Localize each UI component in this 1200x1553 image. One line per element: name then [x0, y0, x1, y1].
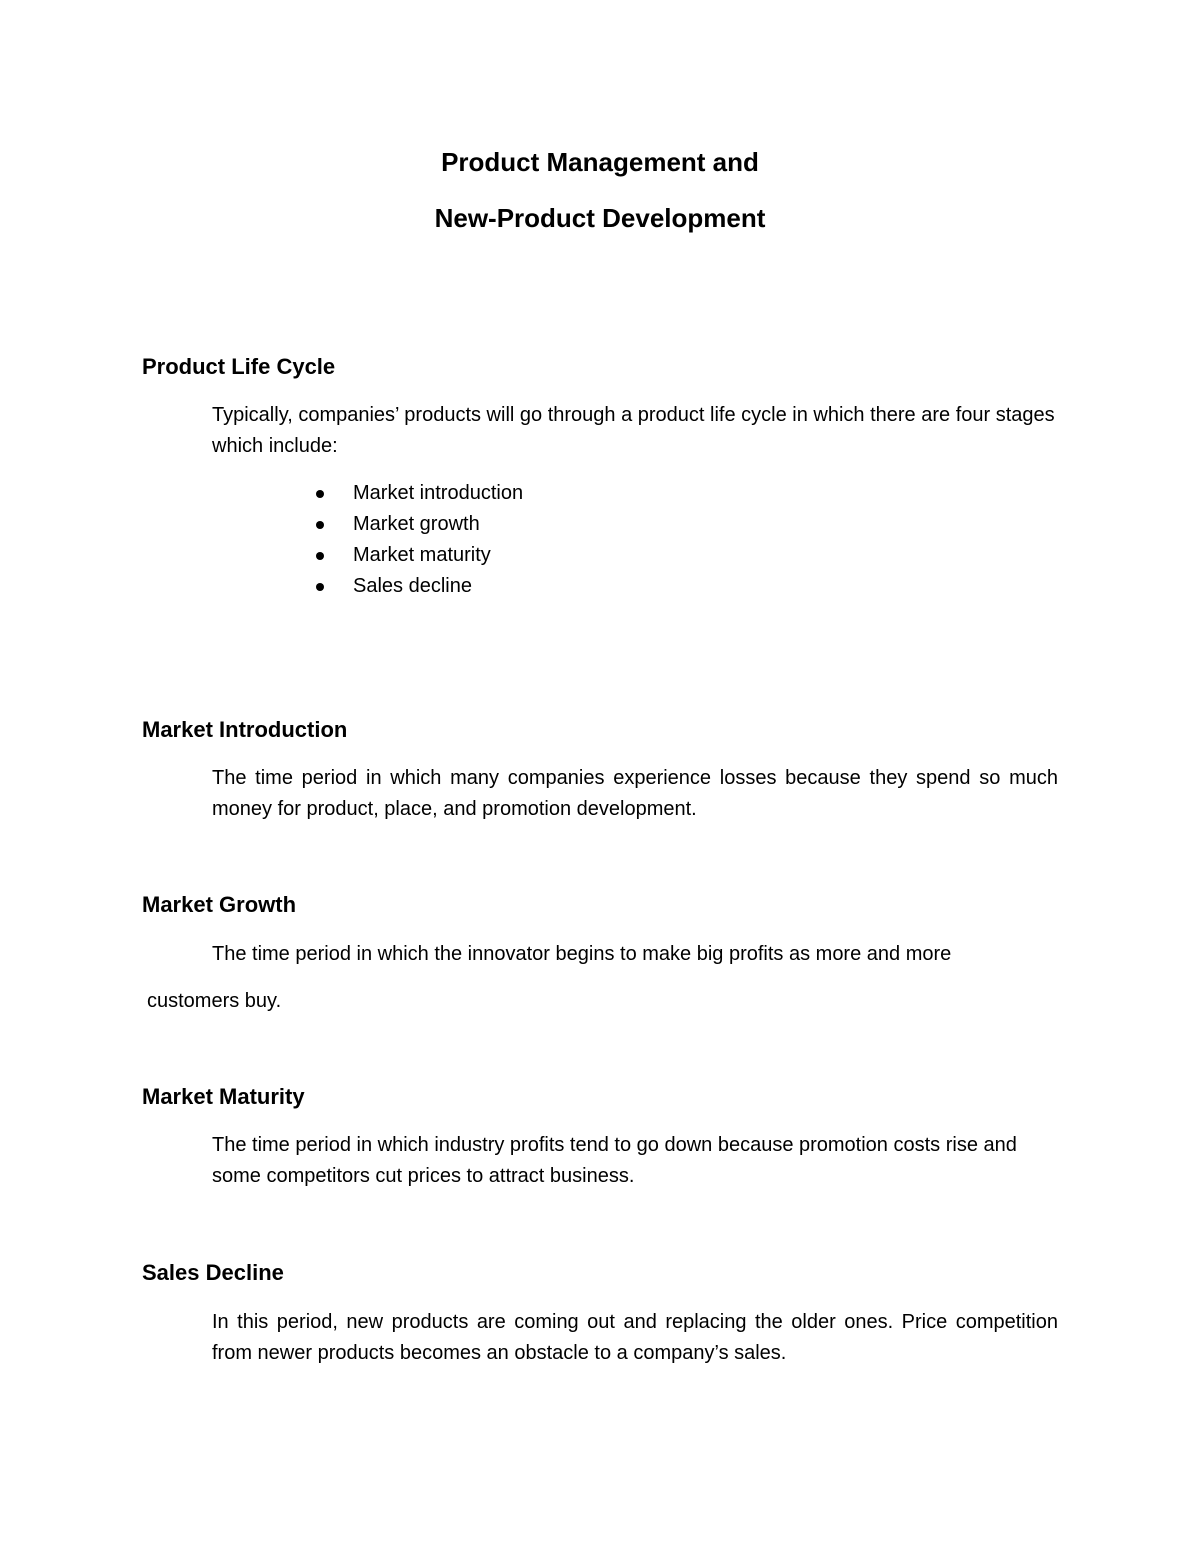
- list-item: [312, 540, 523, 571]
- list-item-label: Market growth: [353, 513, 480, 535]
- section-heading-product-life-cycle: Product Life Cycle: [142, 354, 336, 379]
- stages-list: [312, 478, 523, 602]
- bullet-icon: [316, 552, 324, 560]
- bullet-icon: [316, 583, 324, 591]
- section-body-market-introduction: The time period in which many companies experience losses because they spend so much money for product, place, and promotion development.: [212, 767, 1058, 820]
- bullet-icon: [316, 521, 324, 529]
- bullet-icon: [316, 490, 324, 498]
- document-title-line-1: Product Management and: [441, 147, 759, 177]
- section-body-sales-decline: In this period, new products are coming out and replacing the older ones. Price competition from newer products becomes an obstacle to a company’s sales.: [212, 1311, 1058, 1364]
- section-body-market-growth-line-2: customers buy.: [147, 990, 282, 1012]
- section-heading-market-maturity: Market Maturity: [142, 1084, 305, 1109]
- list-item: [312, 478, 523, 509]
- list-item-label: Market introduction: [353, 482, 524, 504]
- section-body-market-growth-line-1: The time period in which the innovator begins to make big profits as more and more: [212, 943, 952, 965]
- list-item-label: Market maturity: [353, 544, 491, 566]
- section-heading-market-introduction: Market Introduction: [142, 717, 348, 742]
- list-item-label: Sales decline: [353, 575, 472, 597]
- section-body-product-life-cycle: Typically, companies’ products will go through a product life cycle in which there are four stages which include:: [212, 404, 1055, 457]
- section-heading-sales-decline: Sales Decline: [142, 1260, 284, 1285]
- document-title-line-2: New-Product Development: [434, 203, 766, 233]
- section-body-market-maturity: The time period in which industry profits tend to go down because promotion costs rise and some competitors cut prices to attract business.: [212, 1134, 1017, 1187]
- list-item: [312, 571, 523, 602]
- section-heading-market-growth: Market Growth: [142, 892, 297, 917]
- list-item: [312, 509, 523, 540]
